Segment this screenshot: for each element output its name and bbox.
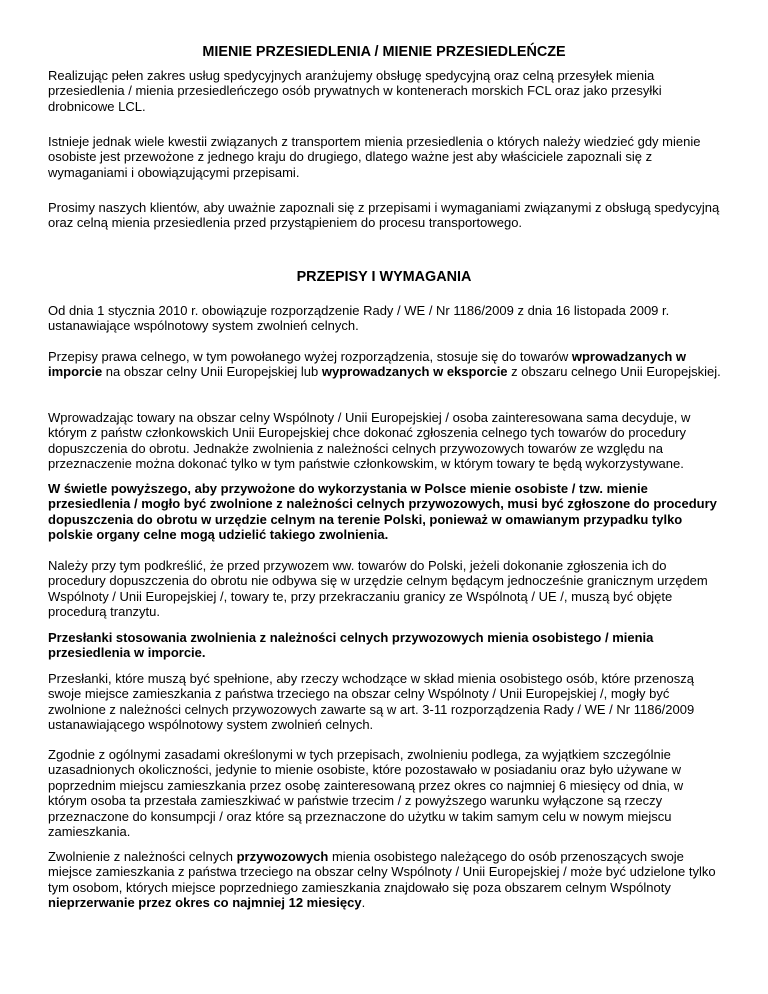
intro-paragraph-2: Istnieje jednak wiele kwestii związanych z transportem mienia przesiedlenia o których należy wiedzieć gdy mienie osobiste jest przewożone z jednego kraju do drugiego, dlatego ważne jest aby właściciele zapoznali się z wymaganiami i obowiązującymi przepisami. xyxy=(48,134,701,180)
intro-paragraph-1: Realizując pełen zakres usług spedycyjnych aranżujemy obsługę spedycyjną oraz celną przesyłek mienia przesiedlenia / mienia przesiedleńczego osób prywatnych w kontenerach morskich FCL oraz jako przesyłki drobnicowe LCL. xyxy=(48,68,662,114)
scope-text-c: na obszar celny Unii Europejskiej lub xyxy=(102,364,322,380)
paragraph-conditions: Przesłanki, które muszą być spełnione, aby rzeczy wchodzące w skład mienia osobistego osób, które przenoszą swoje miejsce zamieszkania z państwa trzeciego na obszar celny Wspólnoty / Unii Europejskiej /, mogły być zwolnione z należności celnych przywozowych zawarte są w art. 3-11 rozporządzenia Rady / WE / Nr 1186/2009 ustanawiającego wspólnotowy system zwolnień celnych. xyxy=(48,671,695,733)
paragraph-conditions-heading: Przesłanki stosowania zwolnienia z należności celnych przywozowych mienia osobistego / mienia przesiedlenia w imporcie. xyxy=(48,630,654,661)
intro-paragraph-3: Prosimy naszych klientów, aby uważnie zapoznali się z przepisami i wymaganiami związanymi z obsługą spedycyjną oraz celną mienia przesiedlenia przed przystąpieniem do procesu transportowego. xyxy=(48,200,720,231)
scope-import-bold: wprowadzanych w imporcie xyxy=(48,349,687,380)
paragraph-regulation: Od dnia 1 stycznia 2010 r. obowiązuje rozporządzenie Rady / WE / Nr 1186/2009 z dnia 16 listopada 2009 r. ustanawiające wspólnotowy system zwolnień celnych. xyxy=(48,303,670,334)
section-title: PRZEPISY I WYMAGANIA xyxy=(296,269,472,285)
scope-text-a: Przepisy prawa celnego, w tym powołanego wyżej rozporządzenia, stosuje się do towarów xyxy=(48,349,572,364)
scope-text-e: z obszaru celnego Unii Europejskiej. xyxy=(507,364,721,380)
paragraph-member-state: Wprowadzając towary na obszar celny Wspólnoty / Unii Europejskiej / osoba zainteresowana sama decyduje, w którym z państw członkowskich Unii Europejskiej chce dokonać zgłoszenia celnego tych towarów do procedury dopuszczenia do obrotu. Jednakże zwolnienia z należności celnych przywozowych towarów ze względu na przeznaczenie można dokonać tylko w tym państwie członkowskim, w którym towary te będą wykorzystywane. xyxy=(48,410,691,472)
page-title: MIENIE PRZESIEDLENIA / MIENIE PRZESIEDLEŃCZE xyxy=(202,44,566,60)
paragraph-poland-bold: W świetle powyższego, aby przywożone do wykorzystania w Polsce mienie osobiste / tzw. mienie przesiedlenia / mogło być zwolnione z należności celnych przywozowych, musi być zgłoszone do procedury dopuszczenia do obrotu w urzędzie celnym na terenie Polski, ponieważ w omawianym przypadku tylko polskie organy celne mogą udzielić takiego zwolnienia. xyxy=(48,481,717,543)
exemption-text-c: mienia osobistego należącego do osób przenoszących swoje miejsce zamieszkania z państwa trzeciego na obszar celny Wspólnoty / Unii Europejskiej / może być udzielone tylko tym osobom, których miejsce poprzedniego zamieszkania znajdowało się poza obszarem celnym Wspólnoty xyxy=(48,849,716,895)
paragraph-exemption xyxy=(48,849,724,911)
exemption-text-e: . xyxy=(361,895,366,911)
exemption-import-bold: przywozowych xyxy=(236,849,329,864)
paragraph-transit: Należy przy tym podkreślić, że przed przywozem ww. towarów do Polski, jeżeli dokonanie zgłoszenia ich do procedury dopuszczenia do obrotu nie odbywa się w urzędzie celnym będącym jednocześnie granicznym urzędem Wspólnoty / Unii Europejskiej /, towary te, przy przekraczaniu granicy ze Wspólnotą / UE /, muszą być objęte procedurą tranzytu. xyxy=(48,558,708,620)
exemption-text-a: Zwolnienie z należności celnych xyxy=(48,849,237,864)
paragraph-general-rules: Zgodnie z ogólnymi zasadami określonymi w tych przepisach, zwolnieniu podlega, za wyjątkiem szczególnie uzasadnionych okoliczności, jedynie to mienie osobiste, które pozostawało w posiadaniu oraz było używane w poprzednim miejscu zamieszkania przez osobę zainteresowaną przez okres co najmniej 6 miesięcy od dnia, w którym osoba ta przestała zamieszkiwać w państwie trzecim / z powyższego warunku wyłączone są rzeczy przeznaczone do konsumpcji / oraz które są przeznaczone do użytku w takim samym celu w nowym miejscu zamieszkania. xyxy=(48,747,684,840)
exemption-period-bold: nieprzerwanie przez okres co najmniej 12 miesięcy xyxy=(48,895,362,911)
scope-export-bold: wyprowadzanych w eksporcie xyxy=(321,364,508,380)
paragraph-scope xyxy=(48,349,724,380)
